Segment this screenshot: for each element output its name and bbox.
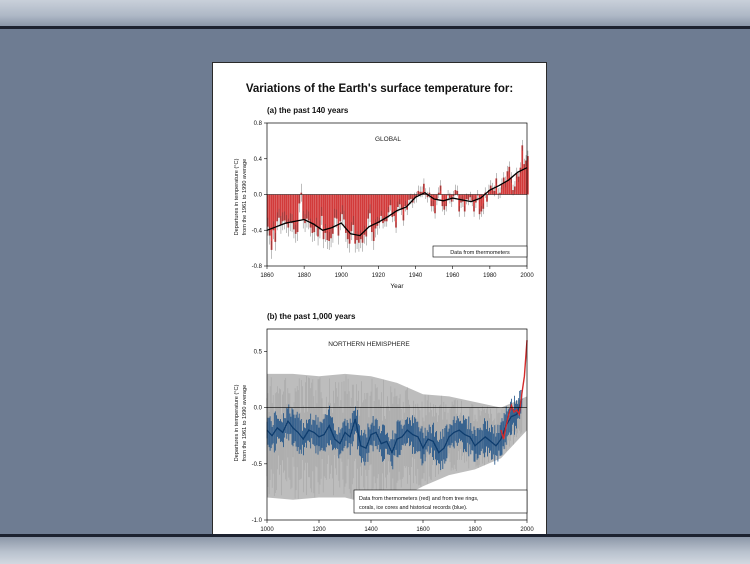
top-background-band <box>0 0 750 26</box>
panel-a-x-ticks <box>260 266 534 279</box>
panel-b-y-ticks <box>252 349 267 524</box>
panel-b-y-tick-label: 0.0 <box>253 405 262 412</box>
panel-a-y-tick-label: 0.8 <box>253 121 262 127</box>
figure-title: Variations of the Earth's surface temperature for: <box>245 83 514 95</box>
panel-b-x-tick-label: 1600 <box>416 527 430 533</box>
panel-a-x-tick-label: 1920 <box>371 273 386 279</box>
panel-a-xlabel: Year <box>390 283 404 290</box>
panel-a-y-tick-label: -0.4 <box>251 228 262 235</box>
panel-a-y-tick-label: 0.0 <box>253 192 262 199</box>
panel-b-x-tick-label: 2000 <box>520 527 534 533</box>
panel-b-x-tick-label: 1200 <box>312 527 326 533</box>
panel-a-bars <box>267 145 529 250</box>
panel-b-x-ticks <box>260 520 534 533</box>
panel-a-x-tick-label: 1940 <box>408 273 423 279</box>
panel-a-ylabel-2: from the 1961 to 1990 average <box>242 158 248 236</box>
panel-a-x-tick-label: 1880 <box>297 273 311 279</box>
panel-a-x-tick-label: 1900 <box>334 273 348 279</box>
panel-a-x-tick-label: 1860 <box>260 273 274 279</box>
panel-b-x-tick-label: 1000 <box>260 527 274 533</box>
panel-b-ylabel-2: from the 1961 to 1990 average <box>242 384 248 462</box>
panel-a-title: (a) the past 140 years <box>267 106 349 115</box>
panel-a-x-tick-label: 1960 <box>446 273 460 279</box>
figure-card <box>212 62 547 552</box>
panel-a-y-ticks <box>252 121 267 270</box>
panel-a-x-tick-label: 2000 <box>520 273 534 279</box>
panel-a <box>234 106 534 290</box>
panel-b-y-tick-label: -0.5 <box>251 461 262 468</box>
panel-a-legend: Data from thermometers <box>450 250 510 256</box>
panel-a-y-tick-label: -0.8 <box>251 264 262 270</box>
panel-b-ylabel-1: Departures in temperature (°C) <box>234 384 240 462</box>
panel-b-y-tick-label: -1.0 <box>251 518 262 524</box>
panel-b-x-tick-label: 1800 <box>468 527 482 533</box>
panel-a-ylabel-1: Departures in temperature (°C) <box>234 158 240 236</box>
panel-b-legend-2: corals, ice cores and historical records (blue). <box>359 505 468 511</box>
bottom-background-band <box>0 537 750 564</box>
panel-b-title: (b) the past 1,000 years <box>267 312 356 321</box>
panel-b <box>234 312 534 541</box>
figure-svg <box>213 63 546 551</box>
panel-b-region-label: NORTHERN HEMISPHERE <box>328 341 410 348</box>
panel-a-x-tick-label: 1980 <box>483 273 497 279</box>
panel-b-x-tick-label: 1400 <box>364 527 378 533</box>
panel-a-y-tick-label: 0.4 <box>253 156 262 163</box>
panel-a-region-label: GLOBAL <box>374 136 402 143</box>
slide-stage <box>0 29 750 534</box>
panel-b-legend-1: Data from thermometers (red) and from tree rings, <box>359 496 479 502</box>
panel-b-y-tick-label: 0.5 <box>253 349 262 356</box>
